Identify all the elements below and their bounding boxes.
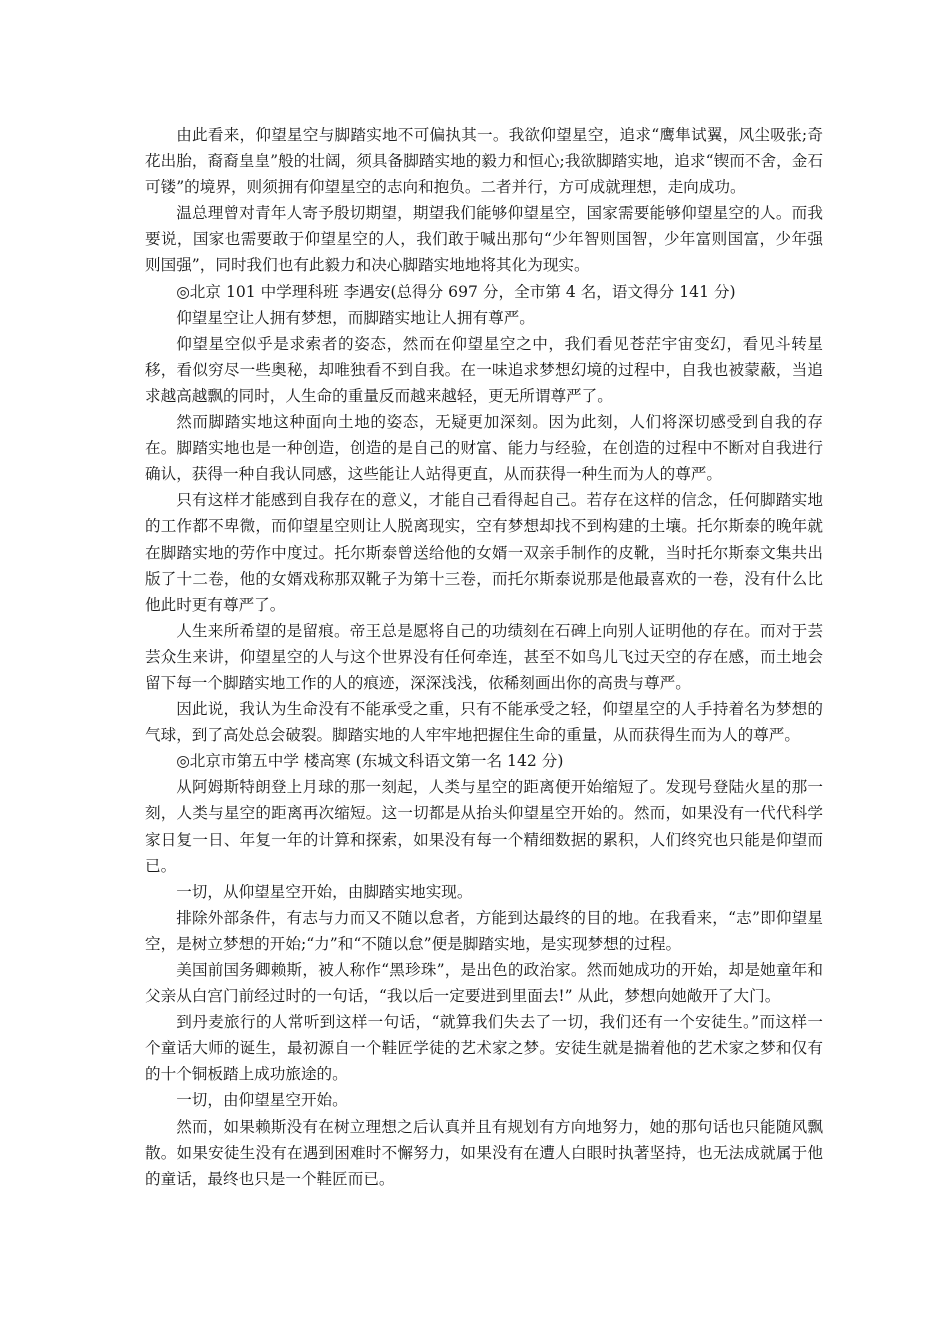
paragraph: 从阿姆斯特朗登上月球的那一刻起，人类与星空的距离便开始缩短了。发现号登陆火星的那一刻，人类与星空的距离再次缩短。这一切都是从抬头仰望星空开始的。然而，如果没有一代代科学家日复一日、年复一年的计算和探索，如果没有每一个精细数据的累积，人们终究也只能是仰望而已。 (145, 778, 823, 875)
paragraph: 温总理曾对青年人寄予殷切期望，期望我们能够仰望星空，国家需要能够仰望星空的人。而我要说，国家也需要敢于仰望星空的人，我们敢于喊出那句“少年智则国智，少年富则国富，少年强则国强”，同时我们也有此毅力和决心脚踏实地地将其化为现实。 (145, 204, 823, 275)
paragraph: 到丹麦旅行的人常听到这样一句话，“就算我们失去了一切，我们还有一个安徒生。”而这样一个童话大师的诞生，最初源自一个鞋匠学徒的艺术家之梦。安徒生就是揣着他的艺术家之梦和仅有的十个铜板踏上成功旅途的。 (145, 1013, 823, 1084)
paragraph: 排除外部条件，有志与力而又不随以怠者，方能到达最终的目的地。在我看来，“志”即仰望星空，是树立梦想的开始;“力”和“不随以怠”便是脚踏实地，是实现梦想的过程。 (145, 908, 823, 953)
document-page (145, 122, 823, 1192)
paragraph: 仰望星空似乎是求索者的姿态，然而在仰望星空之中，我们看见苍茫宇宙变幻，看见斗转星移，看似穷尽一些奥秘，却唯独看不到自我。在一味追求梦想幻境的过程中，自我也被蒙蔽，当追求越高越飘的同时，人生命的重量反而越来越轻，更无所谓尊严了。 (145, 334, 823, 405)
section-heading: ◎北京 101 中学理科班 李遇安(总得分 697 分，全市第 4 名，语文得分 141 分) (176, 282, 736, 301)
paragraph: 因此说，我认为生命没有不能承受之重，只有不能承受之轻，仰望星空的人手持着名为梦想的气球，到了高处总会破裂。脚踏实地的人牢牢地把握住生命的重量，从而获得生而为人的尊严。 (145, 700, 823, 745)
paragraph: 只有这样才能感到自我存在的意义，才能自己看得起自己。若存在这样的信念，任何脚踏实地的工作都不卑微，而仰望星空则让人脱离现实，空有梦想却找不到构建的土壤。托尔斯泰的晚年就在脚踏实地的劳作中度过。托尔斯泰曾送给他的女婿一双亲手制作的皮靴，当时托尔斯泰文集共出版了十二卷，他的女婿戏称那双靴子为第十三卷，而托尔斯泰说那是他最喜欢的一卷，没有什么比他此时更有尊严了。 (145, 491, 823, 614)
paragraph: 仰望星空让人拥有梦想，而脚踏实地让人拥有尊严。 (176, 308, 535, 327)
section-heading: ◎北京市第五中学 楼高寒 (东城文科语文第一名 142 分) (176, 752, 564, 771)
paragraph: 一切，从仰望星空开始，由脚踏实地实现。 (176, 882, 473, 901)
paragraph: 然而脚踏实地这种面向土地的姿态，无疑更加深刻。因为此刻，人们将深切感受到自我的存在。脚踏实地也是一种创造，创造的是自己的财富、能力与经验，在创造的过程中不断对自我进行确认，获得一种自我认同感，这些能让人站得更直，从而获得一种生而为人的尊严。 (145, 413, 823, 484)
paragraph: 由此看来，仰望星空与脚踏实地不可偏执其一。我欲仰望星空，追求“鹰隼试翼，风尘吸张;奇花出胎，裔裔皇皇”般的壮阔，须具备脚踏实地的毅力和恒心;我欲脚踏实地，追求“锲而不舍，金石可镂”的境界，则须拥有仰望星空的志向和抱负。二者并行，方可成就理想，走向成功。 (145, 126, 823, 197)
paragraph: 一切，由仰望星空开始。 (176, 1091, 348, 1110)
paragraph: 美国前国务卿赖斯，被人称作“黑珍珠”，是出色的政治家。然而她成功的开始，却是她童年和父亲从白宫门前经过时的一句话，“我以后一定要进到里面去!” 从此，梦想向她敞开了大门。 (145, 961, 823, 1006)
paragraph: 然而，如果赖斯没有在树立理想之后认真并且有规划有方向地努力，她的那句话也只能随风飘散。如果安徒生没有在遇到困难时不懈努力，如果没有在遭人白眼时执著坚持，也无法成就属于他的童话，最终也只是一个鞋匠而已。 (145, 1117, 823, 1188)
paragraph: 人生来所希望的是留痕。帝王总是愿将自己的功绩刻在石碑上向别人证明他的存在。而对于芸芸众生来讲，仰望星空的人与这个世界没有任何牵连，甚至不如鸟儿飞过天空的存在感，而土地会留下每一个脚踏实地工作的人的痕迹，深深浅浅，依稀刻画出你的高贵与尊严。 (145, 621, 823, 692)
